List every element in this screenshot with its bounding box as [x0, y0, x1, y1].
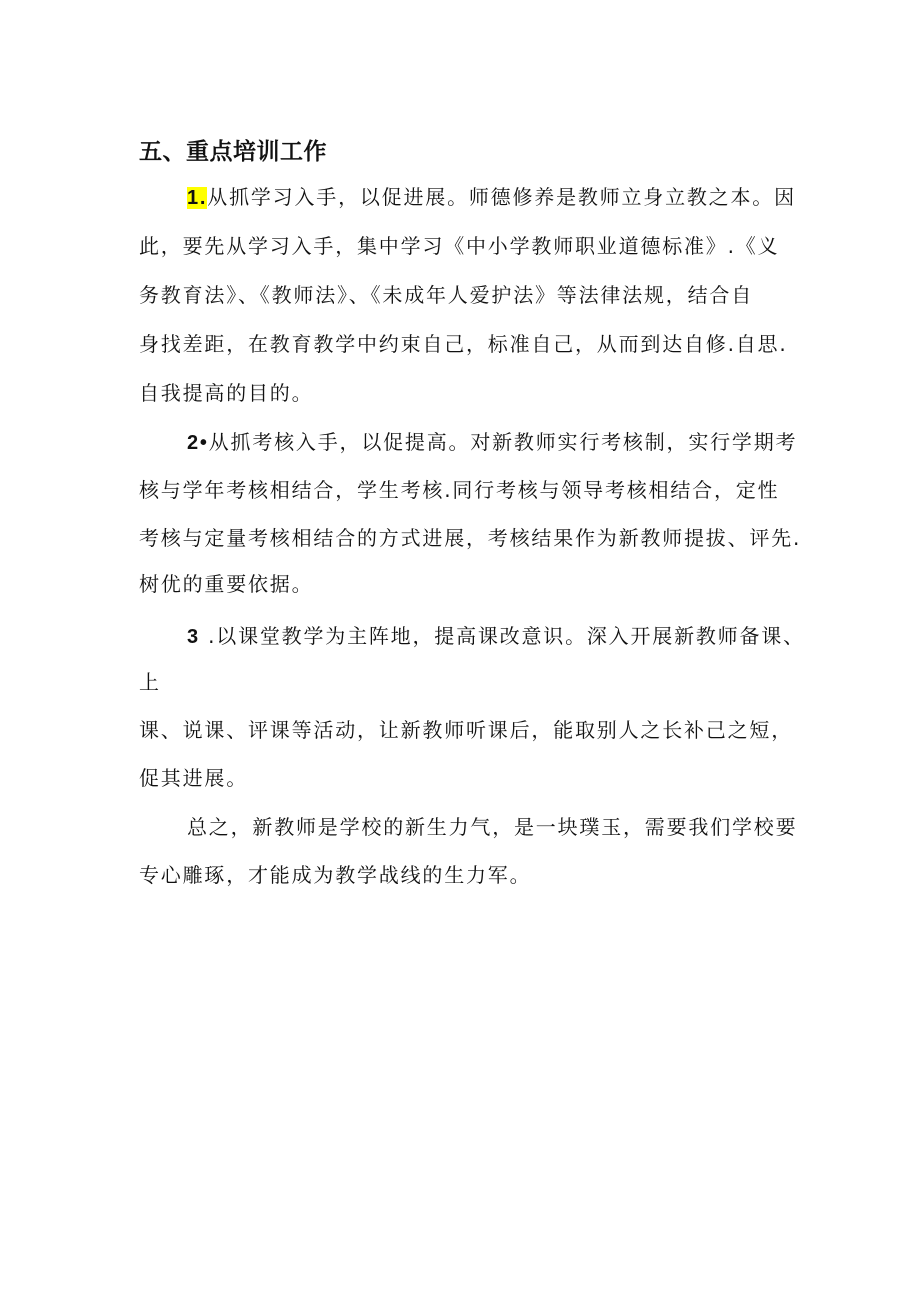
p3-line-3: 课、说课、评课等活动，让新教师听课后，能取别人之长补己之短， [139, 718, 793, 742]
p1-line-5: 自我提高的目的。 [139, 381, 314, 405]
p3-line-2: 上 [139, 670, 161, 694]
p1-text-1: 从抓学习入手，以促进展。师德修养是教师立身立教之本。因 [207, 185, 796, 209]
p3-line-4: 促其进展。 [139, 766, 248, 790]
section-heading: 五、重点培训工作 [139, 139, 327, 165]
p4-line-2: 专心雕琢，才能成为教学战线的生力军。 [139, 863, 532, 887]
p1-line-1 [187, 183, 796, 212]
p3-number: 3 [187, 626, 200, 648]
p4-line-1: 总之，新教师是学校的新生力气，是一块璞玉，需要我们学校要 [187, 815, 798, 839]
p1-line-3: 务教育法》、《教师法》、《未成年人爱护法》等法律法规，结合自 [139, 283, 753, 307]
p2-number: 2• [187, 432, 209, 454]
p2-line-1 [187, 428, 797, 457]
p2-line-2: 核与学年考核相结合，学生考核.同行考核与领导考核相结合，定性 [139, 478, 780, 502]
p1-line-2: 此，要先从学习入手，集中学习《中小学教师职业道德标准》.《义 [139, 234, 780, 258]
p1-number: 1. [187, 187, 208, 209]
p2-line-3: 考核与定量考核相结合的方式进展，考核结果作为新教师提拔、评先. [139, 526, 802, 550]
p3-line-1 [187, 622, 805, 651]
p3-text-1: .以课堂教学为主阵地，提高课改意识。深入开展新教师备课、 [208, 624, 805, 648]
p2-text-1: 从抓考核入手，以促提高。对新教师实行考核制，实行学期考 [208, 430, 798, 454]
p2-line-4: 树优的重要依据。 [139, 572, 314, 596]
p1-line-4: 身找差距，在教育教学中约束自己，标准自己，从而到达自修.自思. [139, 332, 788, 356]
